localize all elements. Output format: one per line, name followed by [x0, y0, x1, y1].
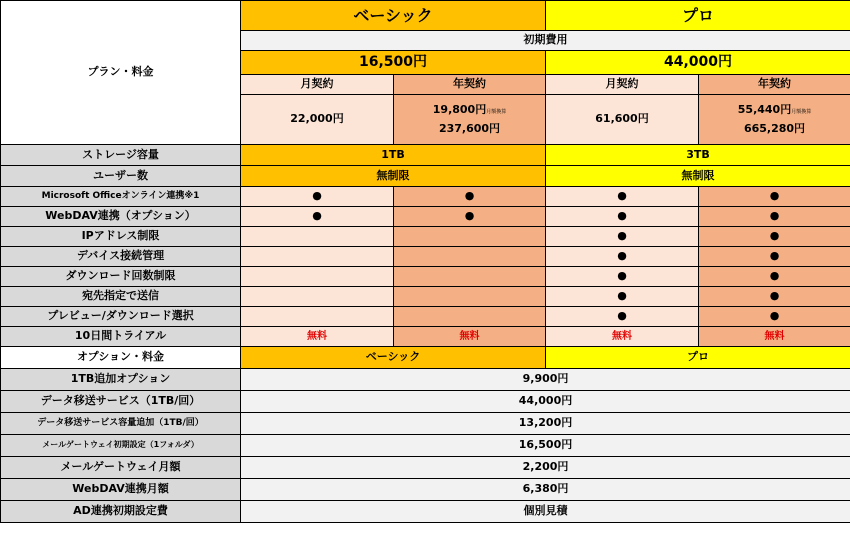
pro-yearly-monthly: [738, 104, 811, 116]
basic-yearly-monthly-value: 19,800円: [432, 103, 487, 117]
basic-annual-note: 月額換算: [486, 109, 507, 116]
feature-row: [1, 227, 850, 247]
basic-users: 無制限: [241, 166, 546, 187]
feature-mark: ●: [394, 207, 546, 227]
option-label: AD連携初期設定費: [1, 501, 241, 523]
option-label: データ移送サービス（1TB/回）: [1, 391, 241, 413]
basic-plan-header: ベーシック: [241, 1, 546, 31]
trial-free-badge: 無料: [394, 327, 546, 347]
feature-mark: ●: [699, 187, 850, 207]
feature-row: [1, 307, 850, 327]
feature-mark: ●: [546, 187, 699, 207]
feature-mark: [394, 227, 546, 247]
option-label: 1TB追加オプション: [1, 369, 241, 391]
pro-monthly-label: 月契約: [546, 75, 699, 95]
trial-free-badge: 無料: [546, 327, 699, 347]
feature-label: プレビュー/ダウンロード選択: [1, 307, 241, 327]
pro-yearly-price-cell: [699, 95, 850, 145]
feature-label: Microsoft Officeオンライン連携※1: [1, 187, 241, 207]
pro-yearly-monthly-value: 55,440円: [737, 103, 792, 117]
pro-monthly-price: 61,600円: [546, 95, 699, 145]
feature-row: [1, 247, 850, 267]
trial-label: 10日間トライアル: [1, 327, 241, 347]
option-label: WebDAV連携月額: [1, 479, 241, 501]
basic-yearly-monthly: [433, 104, 506, 116]
option-row: [1, 501, 850, 523]
options-basic-header: ベーシック: [241, 347, 546, 369]
feature-mark: ●: [699, 207, 850, 227]
feature-row: [1, 267, 850, 287]
feature-row: [1, 207, 850, 227]
pro-yearly-label: 年契約: [699, 75, 850, 95]
feature-mark: ●: [699, 307, 850, 327]
basic-initial-fee: 16,500円: [241, 51, 546, 75]
feature-mark: ●: [546, 307, 699, 327]
pro-annual-note: 月額換算: [791, 109, 812, 116]
option-price: 16,500円: [241, 435, 850, 457]
option-row: [1, 369, 850, 391]
feature-mark: ●: [546, 287, 699, 307]
users-label: ユーザー数: [1, 166, 241, 187]
option-row: [1, 435, 850, 457]
storage-label: ストレージ容量: [1, 145, 241, 166]
basic-monthly-label: 月契約: [241, 75, 394, 95]
feature-label: デバイス接続管理: [1, 247, 241, 267]
feature-mark: ●: [546, 267, 699, 287]
basic-yearly-total: 237,600円: [438, 121, 501, 135]
initial-fee-label: 初期費用: [241, 31, 850, 51]
feature-mark: [241, 267, 394, 287]
feature-mark: ●: [546, 227, 699, 247]
option-row: [1, 391, 850, 413]
basic-yearly-label: 年契約: [394, 75, 546, 95]
trial-free-badge: 無料: [241, 327, 394, 347]
option-row: [1, 413, 850, 435]
feature-mark: ●: [699, 227, 850, 247]
feature-mark: ●: [394, 187, 546, 207]
basic-yearly-price-cell: [394, 95, 546, 145]
trial-free-badge: 無料: [699, 327, 850, 347]
feature-mark: [241, 247, 394, 267]
options-label: オプション・料金: [1, 347, 241, 369]
feature-label: ダウンロード回数制限: [1, 267, 241, 287]
feature-mark: [241, 287, 394, 307]
feature-mark: [394, 247, 546, 267]
feature-mark: [241, 307, 394, 327]
option-price: 44,000円: [241, 391, 850, 413]
option-price: 6,380円: [241, 479, 850, 501]
feature-label: IPアドレス制限: [1, 227, 241, 247]
basic-monthly-price: 22,000円: [241, 95, 394, 145]
basic-storage: 1TB: [241, 145, 546, 166]
feature-mark: [241, 227, 394, 247]
feature-mark: ●: [699, 287, 850, 307]
feature-mark: ●: [546, 247, 699, 267]
plan-pricing-label-text: プラン・料金: [87, 65, 154, 79]
feature-label: WebDAV連携（オプション）: [1, 207, 241, 227]
option-row: [1, 457, 850, 479]
option-row: [1, 479, 850, 501]
pro-users: 無制限: [546, 166, 850, 187]
option-price: 2,200円: [241, 457, 850, 479]
option-price: 9,900円: [241, 369, 850, 391]
feature-mark: ●: [241, 207, 394, 227]
options-pro-header: プロ: [546, 347, 850, 369]
feature-mark: [394, 307, 546, 327]
feature-mark: ●: [699, 247, 850, 267]
option-price: 個別見積: [241, 501, 850, 523]
option-label: データ移送サービス容量追加（1TB/回）: [1, 413, 241, 435]
feature-label: 宛先指定で送信: [1, 287, 241, 307]
plan-pricing-label: [1, 1, 241, 145]
feature-row: [1, 287, 850, 307]
option-label: メールゲートウェイ月額: [1, 457, 241, 479]
feature-mark: ●: [546, 207, 699, 227]
feature-mark: ●: [699, 267, 850, 287]
pro-initial-fee: 44,000円: [546, 51, 850, 75]
option-label: メールゲートウェイ初期設定（1フォルダ）: [1, 435, 241, 457]
feature-row: [1, 187, 850, 207]
pro-yearly-total: 665,280円: [743, 121, 806, 135]
option-price: 13,200円: [241, 413, 850, 435]
pro-storage: 3TB: [546, 145, 850, 166]
feature-mark: [394, 267, 546, 287]
pro-plan-header: プロ: [546, 1, 850, 31]
feature-mark: ●: [241, 187, 394, 207]
feature-mark: [394, 287, 546, 307]
